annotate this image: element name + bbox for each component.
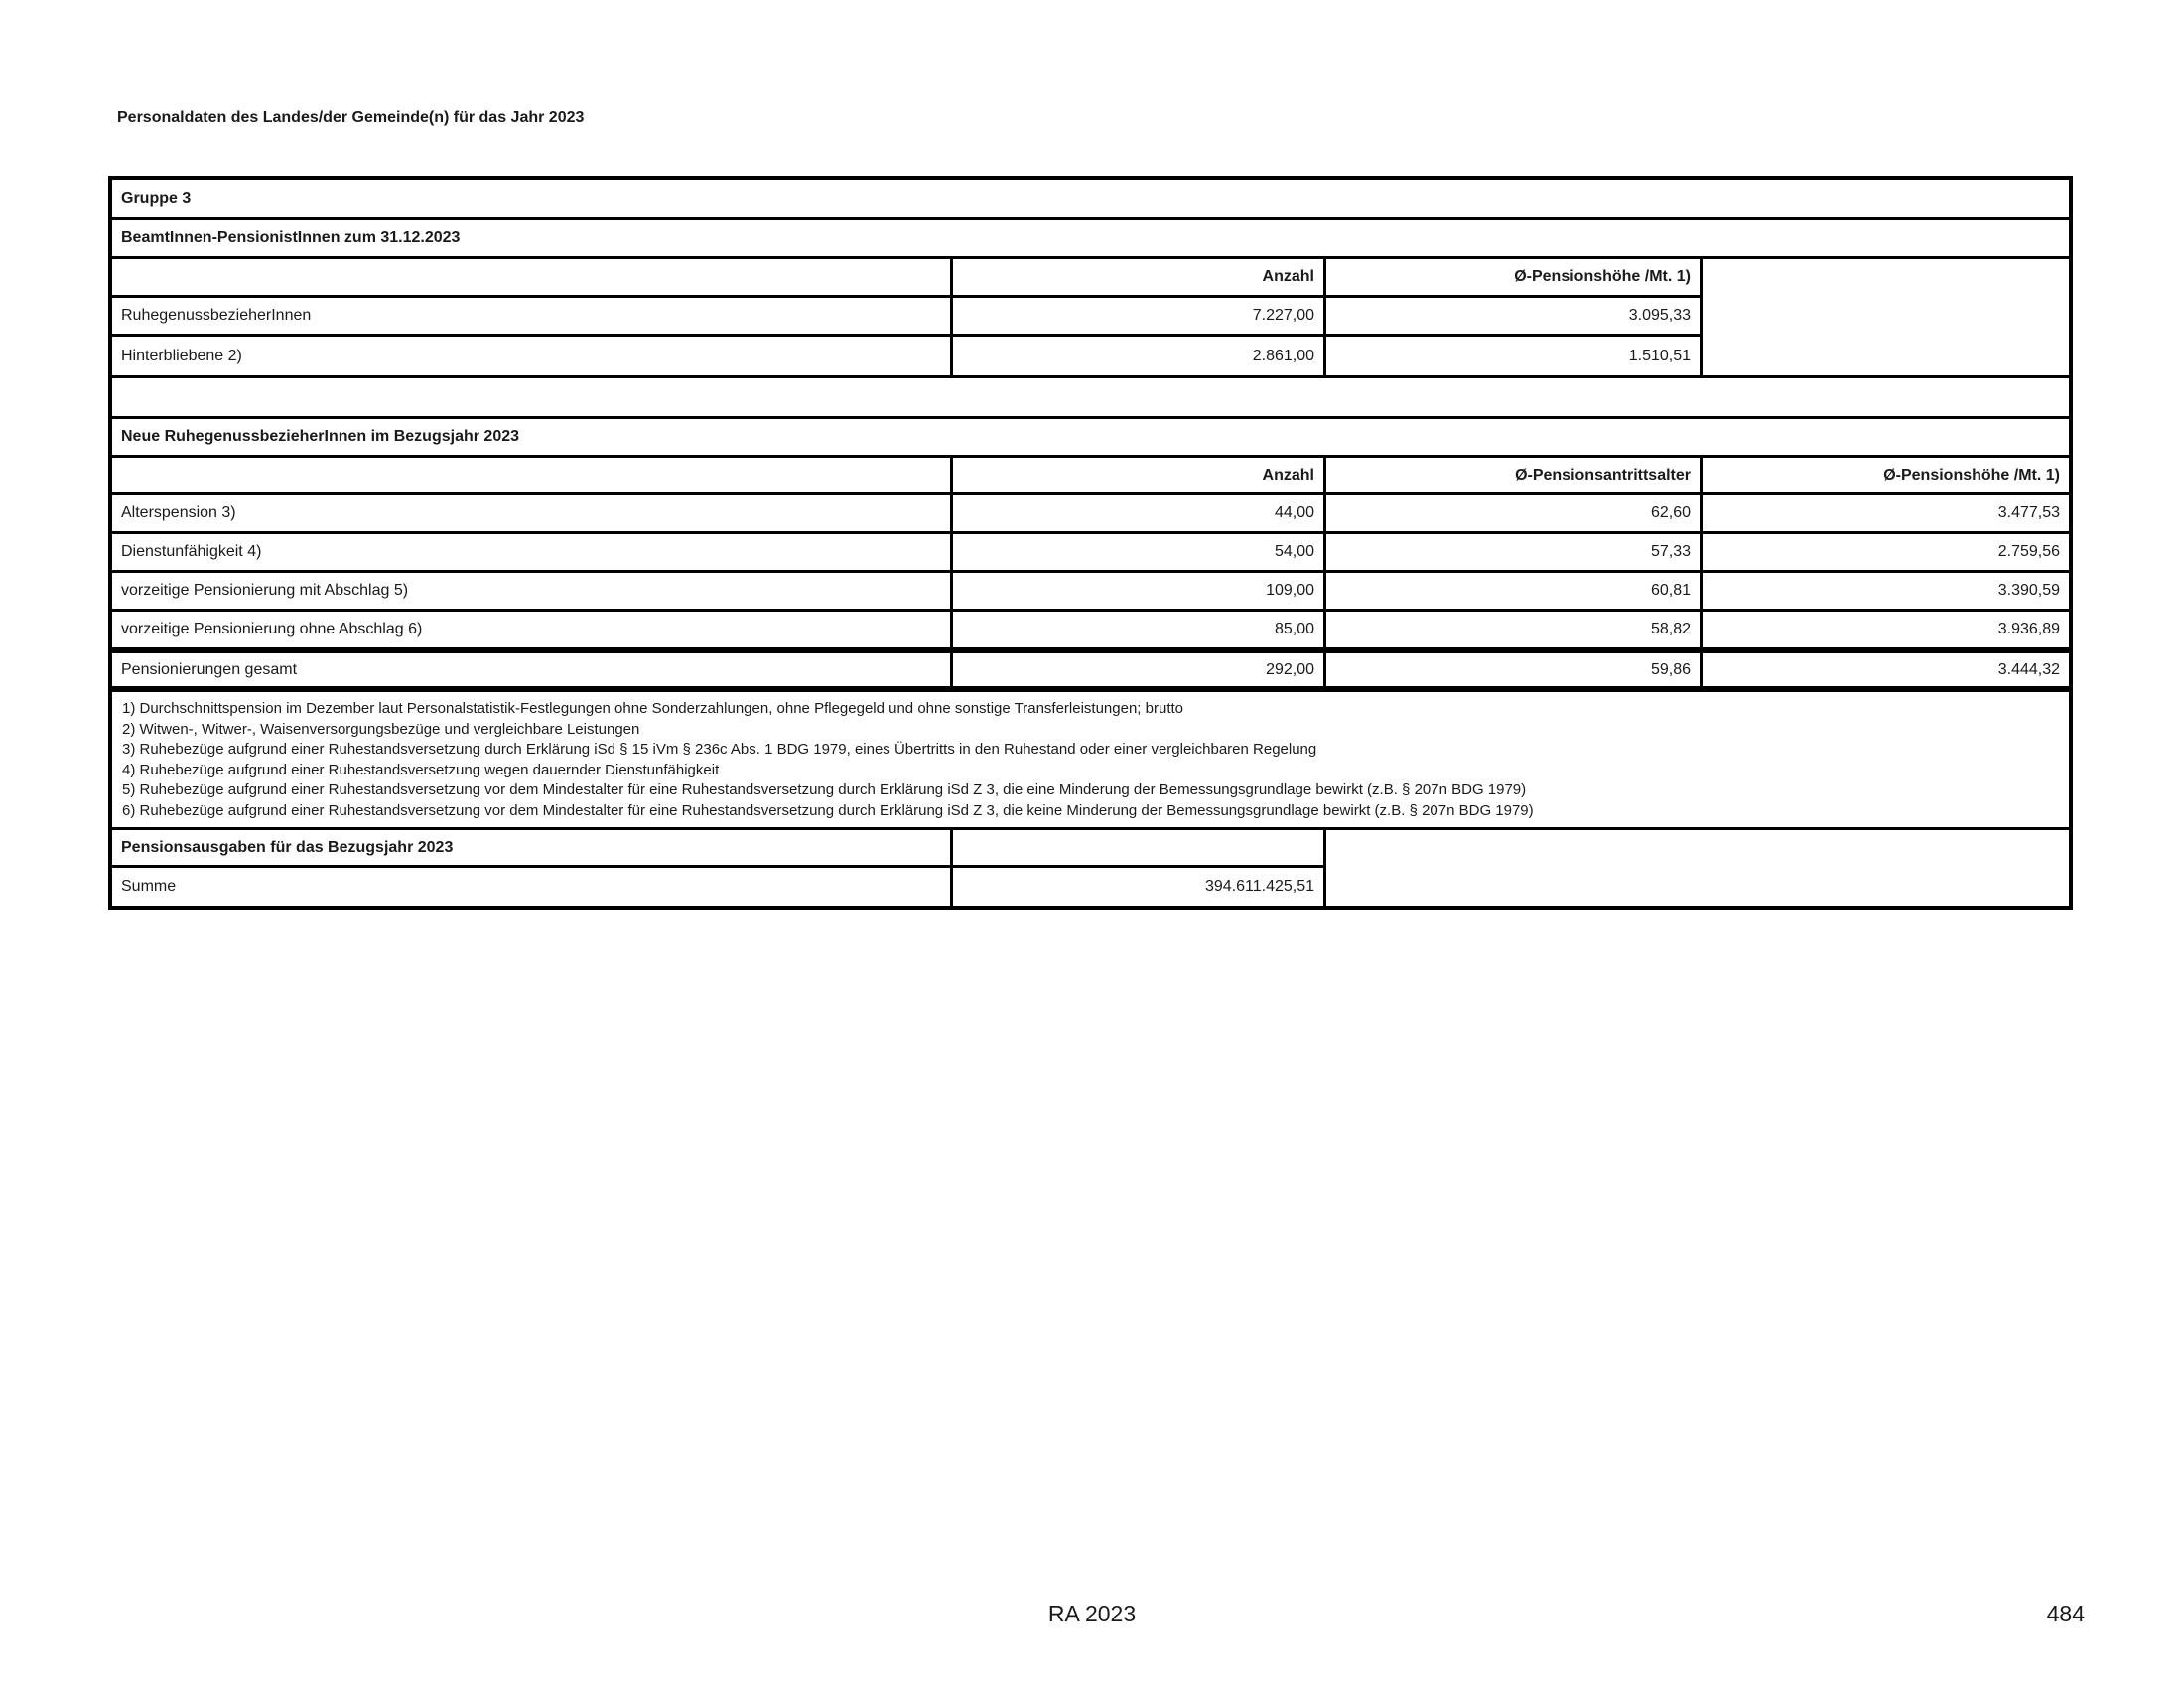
row-label: vorzeitige Pensionierung mit Abschlag 5) <box>121 582 409 599</box>
footnote: 4) Ruhebezüge aufgrund einer Ruhestandsversetzung wegen dauernder Dienstunfähigkeit <box>122 761 720 778</box>
section1-header-empty <box>112 259 950 295</box>
section3-empty-cell <box>950 830 1323 865</box>
row-pension: 3.390,59 <box>1700 573 2069 609</box>
section1-empty-cell <box>1700 259 2069 375</box>
sum-label: Summe <box>121 878 177 895</box>
section2-header-row <box>112 458 2069 495</box>
row-label: Dienstunfähigkeit 4) <box>121 543 262 560</box>
page-title: Personaldaten des Landes/der Gemeinde(n) für das Jahr 2023 <box>117 109 585 126</box>
section1-header-row <box>112 259 1700 298</box>
sum-value: 394.611.425,51 <box>950 868 1323 906</box>
section2-col-pension: Ø-Pensionshöhe /Mt. 1) <box>1700 458 2069 492</box>
table-row <box>112 298 1700 337</box>
table-row <box>112 868 1323 906</box>
row-anzahl: 85,00 <box>950 612 1323 647</box>
row-pension: 3.095,33 <box>1323 298 1700 334</box>
footnote: 1) Durchschnittspension im Dezember laut Personalstatistik-Festlegungen ohne Sonderzahlungen, ohne Pflegegeld und ohne sonstige Transferleistungen; brutto <box>122 700 1183 717</box>
row-pension: 3.936,89 <box>1700 612 2069 647</box>
footnote: 6) Ruhebezüge aufgrund einer Ruhestandsversetzung vor dem Mindestalter für eine Ruhestandsversetzung durch Erklärung iSd Z 3, die keine Minderung der Bemessungsgrundlage bewirkt (z.B. § 207n BDG 1979) <box>122 801 1534 819</box>
row-anzahl: 54,00 <box>950 534 1323 570</box>
row-alter: 57,33 <box>1323 534 1700 570</box>
row-pension: 2.759,56 <box>1700 534 2069 570</box>
row-label: Hinterbliebene 2) <box>121 347 242 364</box>
table-row <box>112 337 1700 375</box>
row-label: Alterspension 3) <box>121 504 236 521</box>
pension-data-table <box>108 176 2073 910</box>
footer-report-label: RA 2023 <box>1047 1601 1137 1626</box>
section3-title: Pensionsausgaben für das Bezugsjahr 2023 <box>121 838 454 856</box>
section2-title-row <box>112 419 2069 458</box>
row-label: vorzeitige Pensionierung ohne Abschlag 6) <box>121 621 423 637</box>
row-alter: 59,86 <box>1323 653 1700 686</box>
row-label: Pensionierungen gesamt <box>121 660 298 678</box>
table-row <box>112 612 2069 650</box>
section1-col-anzahl: Anzahl <box>950 259 1323 295</box>
table-row <box>112 534 2069 573</box>
footnote: 5) Ruhebezüge aufgrund einer Ruhestandsversetzung vor dem Mindestalter für eine Ruhestandsversetzung durch Erklärung iSd Z 3, die eine Minderung der Bemessungsgrundlage bewirkt (z.B. § 207n BDG 1979) <box>122 781 1527 798</box>
section2-title: Neue RuhegenussbezieherInnen im Bezugsjahr 2023 <box>121 428 520 445</box>
section1-title: BeamtInnen-PensionistInnen zum 31.12.2023 <box>121 229 461 246</box>
section1-col-pension: Ø-Pensionshöhe /Mt. 1) <box>1323 259 1700 295</box>
table-row-total <box>112 650 2069 689</box>
section3-title-row <box>112 830 1323 868</box>
row-pension: 3.477,53 <box>1700 495 2069 531</box>
section2-col-alter: Ø-Pensionsantrittsalter <box>1323 458 1700 492</box>
spacer-row <box>112 378 2069 419</box>
row-anzahl: 292,00 <box>950 653 1323 686</box>
section3-table <box>112 830 2069 906</box>
section1-title-row <box>112 220 2069 259</box>
row-alter: 62,60 <box>1323 495 1700 531</box>
section2-col-anzahl: Anzahl <box>950 458 1323 492</box>
table-row <box>112 495 2069 534</box>
group-header-row <box>112 180 2069 220</box>
table-row <box>112 573 2069 612</box>
row-anzahl: 44,00 <box>950 495 1323 531</box>
section1-table <box>112 259 2069 378</box>
footnote: 3) Ruhebezüge aufgrund einer Ruhestandsversetzung durch Erklärung iSd § 15 iVm § 236c Abs. 1 BDG 1979, eines Übertritts in den Ruhestand oder einer vergleichbaren Regelung <box>122 741 1317 758</box>
row-alter: 58,82 <box>1323 612 1700 647</box>
group-header-label: Gruppe 3 <box>121 190 192 207</box>
row-label: RuhegenussbezieherInnen <box>121 307 312 324</box>
footer-page-number: 484 <box>2046 1601 2085 1626</box>
row-anzahl: 109,00 <box>950 573 1323 609</box>
row-alter: 60,81 <box>1323 573 1700 609</box>
row-pension: 3.444,32 <box>1700 653 2069 686</box>
section3-right-empty <box>1326 830 2069 906</box>
row-anzahl: 2.861,00 <box>950 337 1323 375</box>
footnote: 2) Witwen-, Witwer-, Waisenversorgungsbezüge und vergleichbare Leistungen <box>122 720 640 738</box>
row-anzahl: 7.227,00 <box>950 298 1323 334</box>
footnotes-block <box>112 689 2069 830</box>
row-pension: 1.510,51 <box>1323 337 1700 375</box>
section2-header-empty <box>112 458 950 492</box>
